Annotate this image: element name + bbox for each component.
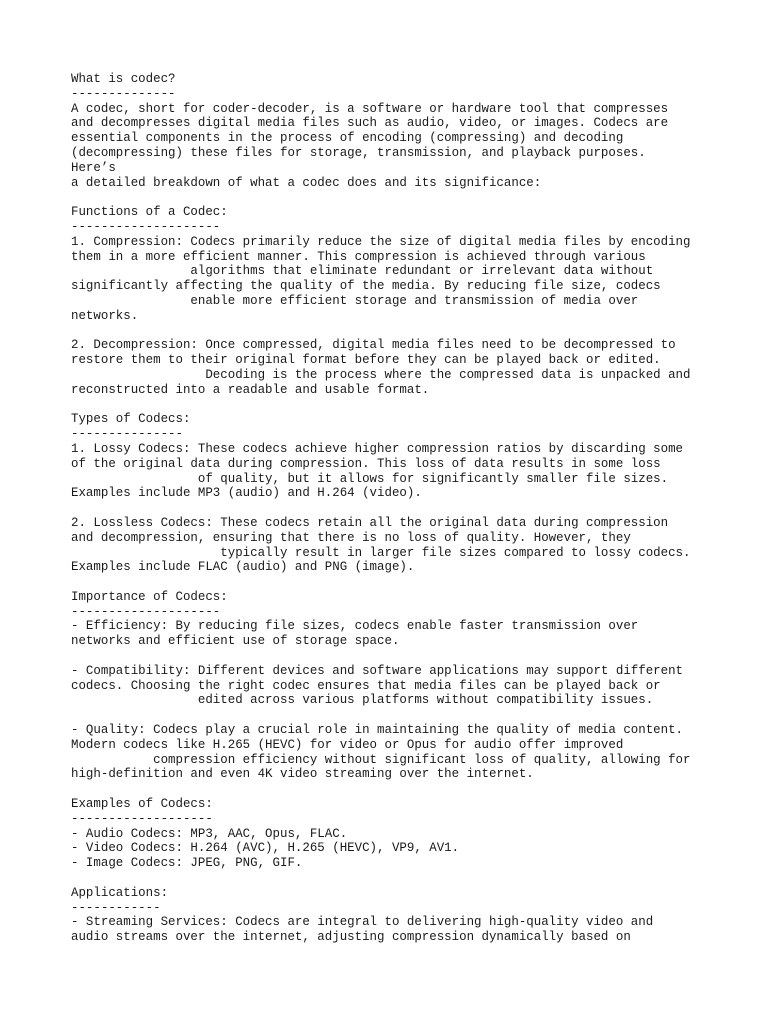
text-line: compression efficiency without significant loss of quality, allowing for bbox=[71, 752, 691, 767]
text-line: enable more efficient storage and transmission of media over bbox=[71, 293, 639, 308]
text-line: 2. Decompression: Once compressed, digital media files need to be decompressed to bbox=[71, 338, 676, 353]
paragraph bbox=[71, 338, 761, 397]
section-rule: -------------------- bbox=[71, 604, 221, 619]
text-line: of the original data during compression. This loss of data results in some loss bbox=[71, 456, 661, 471]
text-line: and decompression, ensuring that there is no loss of quality. However, they bbox=[71, 530, 631, 545]
document-page bbox=[71, 72, 761, 945]
section-gap bbox=[71, 575, 761, 590]
text-line: them in a more efficient manner. This compression is achieved through various bbox=[71, 249, 646, 264]
text-line: restore them to their original format before they can be played back or edited. bbox=[71, 353, 661, 368]
paragraph bbox=[71, 102, 761, 191]
section-heading: Examples of Codecs: bbox=[71, 797, 213, 812]
paragraph bbox=[71, 442, 761, 501]
paragraph-gap bbox=[71, 708, 761, 723]
document-section bbox=[71, 590, 761, 797]
section-gap bbox=[71, 871, 761, 886]
paragraph bbox=[71, 235, 761, 324]
document-section bbox=[71, 886, 761, 945]
paragraph-gap bbox=[71, 501, 761, 516]
text-line: algorithms that eliminate redundant or irrelevant data without bbox=[71, 264, 654, 279]
text-line: - Image Codecs: JPEG, PNG, GIF. bbox=[71, 856, 303, 871]
document-section bbox=[71, 205, 761, 412]
paragraph bbox=[71, 723, 761, 782]
text-line: Examples include FLAC (audio) and PNG (image). bbox=[71, 560, 415, 575]
text-line: - Video Codecs: H.264 (AVC), H.265 (HEVC), VP9, AV1. bbox=[71, 841, 460, 856]
paragraph bbox=[71, 619, 761, 649]
text-line: significantly affecting the quality of the media. By reducing file size, codecs bbox=[71, 279, 661, 294]
text-line: - Streaming Services: Codecs are integral to delivering high-quality video and bbox=[71, 915, 654, 930]
text-line: networks. bbox=[71, 308, 139, 323]
paragraph bbox=[71, 664, 761, 708]
section-heading: What is codec? bbox=[71, 72, 176, 86]
section-heading: Importance of Codecs: bbox=[71, 589, 228, 604]
text-line: Decoding is the process where the compressed data is unpacked and bbox=[71, 367, 691, 382]
paragraph-gap bbox=[71, 649, 761, 664]
text-line: - Efficiency: By reducing file sizes, codecs enable faster transmission over bbox=[71, 619, 639, 634]
text-line: 1. Compression: Codecs primarily reduce the size of digital media files by encoding bbox=[71, 234, 691, 249]
text-line: Examples include MP3 (audio) and H.264 (video). bbox=[71, 486, 422, 501]
section-heading: Types of Codecs: bbox=[71, 412, 191, 427]
section-rule: -------------------- bbox=[71, 219, 221, 234]
text-line: 2. Lossless Codecs: These codecs retain all the original data during compression bbox=[71, 515, 669, 530]
section-rule: ------------ bbox=[71, 900, 161, 915]
section-rule: --------------- bbox=[71, 427, 183, 442]
section-rule: -------------- bbox=[71, 86, 176, 101]
section-gap bbox=[71, 190, 761, 205]
section-heading: Applications: bbox=[71, 885, 169, 900]
text-line: essential components in the process of encoding (compressing) and decoding bbox=[71, 131, 624, 146]
section-rule: ------------------- bbox=[71, 811, 213, 826]
text-line: typically result in larger file sizes compared to lossy codecs. bbox=[71, 545, 691, 560]
text-line: a detailed breakdown of what a codec does and its significance: bbox=[71, 175, 542, 190]
text-line: high-definition and even 4K video streaming over the internet. bbox=[71, 767, 534, 782]
document-section bbox=[71, 72, 761, 205]
text-line: (decompressing) these files for storage, transmission, and playback purposes. bbox=[71, 145, 646, 160]
paragraph-gap bbox=[71, 324, 761, 339]
text-line: reconstructed into a readable and usable format. bbox=[71, 382, 430, 397]
section-gap bbox=[71, 398, 761, 413]
text-line: and decompresses digital media files such as audio, video, or images. Codecs are bbox=[71, 116, 669, 131]
section-gap bbox=[71, 782, 761, 797]
text-line: networks and efficient use of storage space. bbox=[71, 634, 400, 649]
text-line: 1. Lossy Codecs: These codecs achieve higher compression ratios by discarding some bbox=[71, 441, 684, 456]
text-line: - Quality: Codecs play a crucial role in maintaining the quality of media content. bbox=[71, 723, 684, 738]
text-line: codecs. Choosing the right codec ensures that media files can be played back or bbox=[71, 678, 661, 693]
paragraph bbox=[71, 516, 761, 575]
text-line: - Compatibility: Different devices and software applications may support different bbox=[71, 663, 684, 678]
paragraph bbox=[71, 915, 761, 945]
text-line: audio streams over the internet, adjusting compression dynamically based on bbox=[71, 930, 631, 945]
paragraph bbox=[71, 827, 761, 871]
document-section bbox=[71, 797, 761, 886]
text-line: - Audio Codecs: MP3, AAC, Opus, FLAC. bbox=[71, 826, 348, 841]
text-line: Modern codecs like H.265 (HEVC) for video or Opus for audio offer improved bbox=[71, 737, 624, 752]
text-line: A codec, short for coder-decoder, is a software or hardware tool that compresses bbox=[71, 101, 669, 116]
document-section bbox=[71, 412, 761, 590]
text-line: of quality, but it allows for significantly smaller file sizes. bbox=[71, 471, 669, 486]
section-heading: Functions of a Codec: bbox=[71, 205, 228, 220]
text-line: edited across various platforms without compatibility issues. bbox=[71, 693, 654, 708]
text-line: Here’s bbox=[71, 160, 116, 175]
